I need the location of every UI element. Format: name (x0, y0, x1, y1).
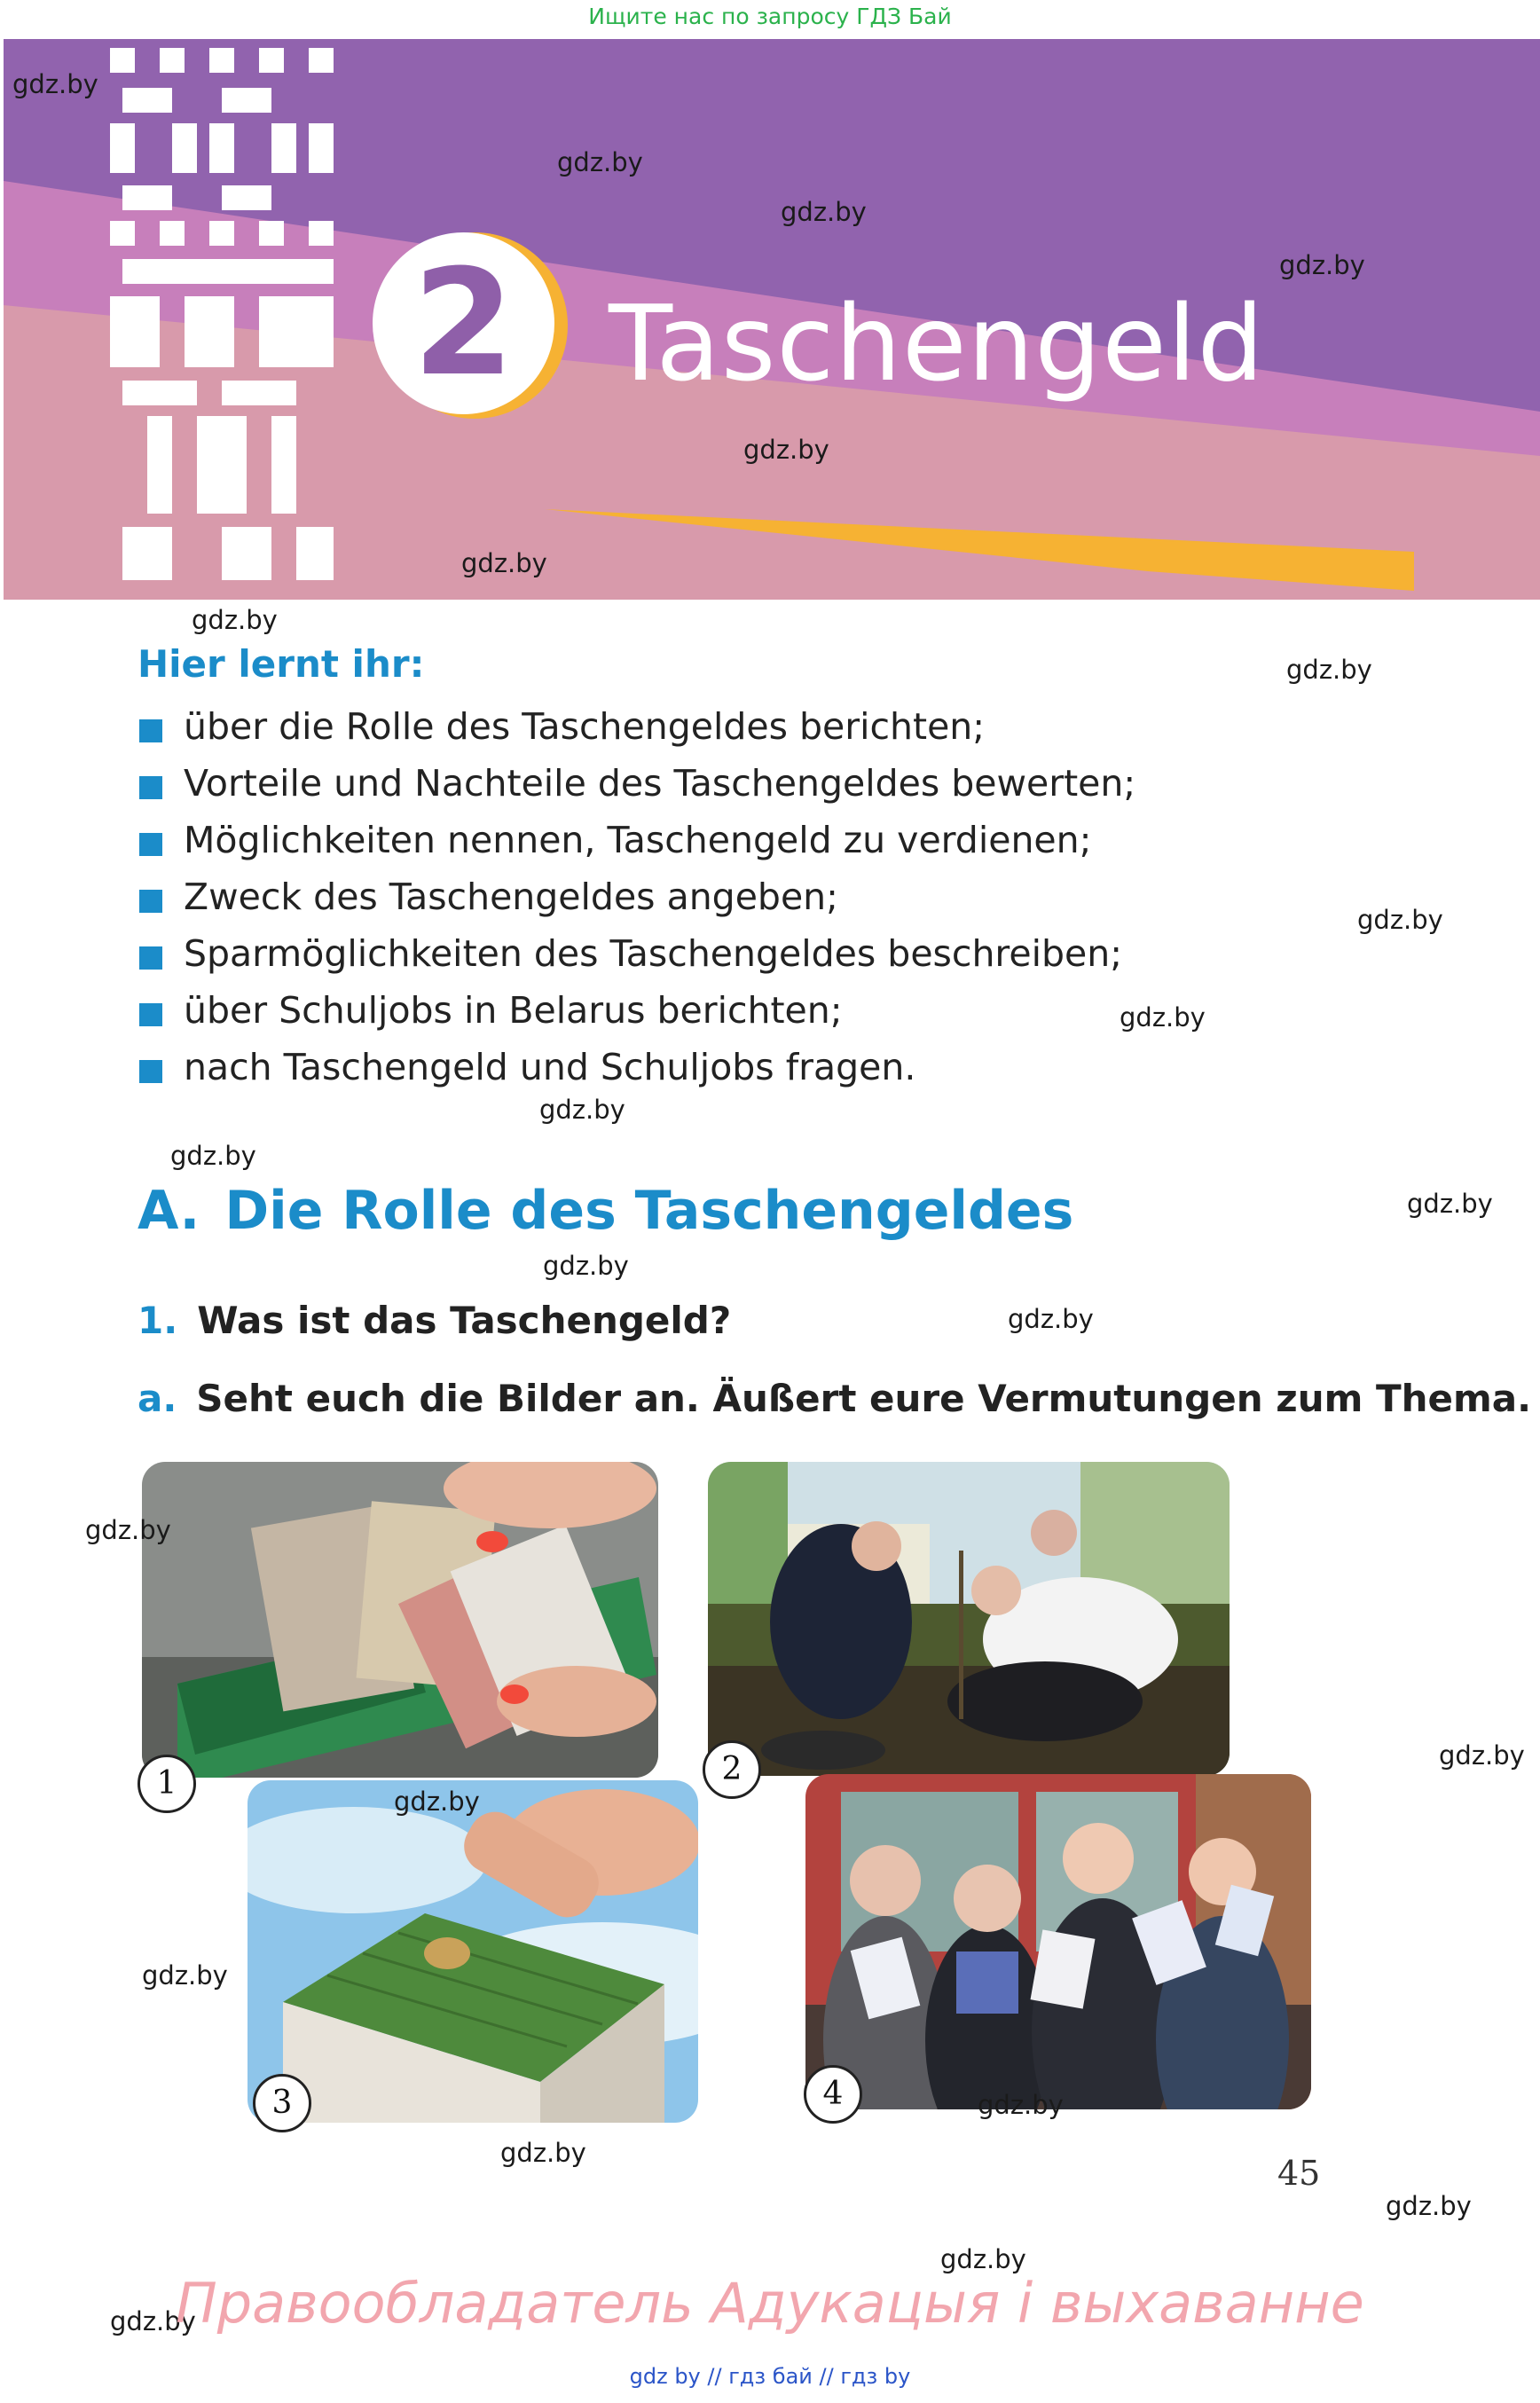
watermark: gdz.by (743, 435, 829, 465)
square-bullet-icon (139, 776, 162, 799)
watermark: gdz.by (557, 147, 643, 177)
task-question (138, 1299, 731, 1342)
watermark: gdz.by (1407, 1189, 1493, 1219)
watermark: gdz.by (978, 2090, 1064, 2120)
section-letter: A. (138, 1180, 200, 1242)
section-title: Die Rolle des Taschengeldes (224, 1180, 1074, 1242)
watermark: gdz.by (110, 2306, 196, 2336)
photo-leaflets (805, 1774, 1311, 2109)
section-heading (138, 1180, 1073, 1242)
footer-links[interactable]: gdz by // гдз бай // гдз by (629, 2364, 911, 2389)
watermark: gdz.by (142, 1960, 228, 1991)
watermark: gdz.by (1286, 655, 1372, 685)
task-letter: a. (138, 1377, 177, 1420)
square-bullet-icon (139, 719, 162, 742)
watermark: gdz.by (1357, 905, 1443, 935)
page-number: 45 (1277, 2154, 1321, 2193)
square-bullet-icon (139, 1003, 162, 1026)
watermark: gdz.by (461, 548, 547, 578)
goal-item (138, 876, 1135, 932)
photo-wallet (142, 1462, 658, 1778)
photo-planting (708, 1462, 1230, 1776)
watermark: gdz.by (500, 2138, 586, 2168)
goal-text: nach Taschengeld und Schuljobs fragen. (184, 1046, 916, 1088)
task-instruction-text: Seht euch die Bilder an. Äußert eure Vermutungen zum Thema. (196, 1377, 1532, 1420)
top-search-note: Ищите нас по запросу ГДЗ Бай (588, 4, 952, 29)
square-bullet-icon (139, 1060, 162, 1083)
square-bullet-icon (139, 890, 162, 913)
photo-number-badge: 3 (253, 2074, 311, 2132)
photo-number-badge: 1 (138, 1755, 196, 1813)
goal-text: Zweck des Taschengeldes angeben; (184, 876, 838, 918)
goal-item (138, 1046, 1135, 1103)
watermark: gdz.by (1439, 1740, 1525, 1771)
watermark: gdz.by (85, 1515, 171, 1545)
goal-text: Sparmöglichkeiten des Taschengeldes beschreiben; (184, 932, 1123, 975)
watermark: gdz.by (781, 197, 867, 227)
goal-item (138, 989, 1135, 1046)
square-bullet-icon (139, 833, 162, 856)
task-instruction (138, 1377, 1531, 1420)
watermark: gdz.by (1120, 1002, 1206, 1033)
chapter-title: Taschengeld (609, 282, 1265, 404)
watermark: gdz.by (543, 1251, 629, 1281)
photo-number-badge: 4 (804, 2065, 862, 2124)
goals-heading: Hier lernt ihr: (138, 642, 425, 686)
watermark: gdz.by (1279, 250, 1365, 280)
task-text: Was ist das Taschengeld? (197, 1299, 732, 1342)
goals-list (138, 705, 1135, 1103)
watermark: gdz.by (940, 2244, 1026, 2274)
watermark: gdz.by (12, 69, 98, 99)
watermark: gdz.by (1386, 2191, 1472, 2221)
chapter-number: 2 (373, 232, 554, 414)
task-number: 1. (138, 1299, 178, 1342)
goal-text: über Schuljobs in Belarus berichten; (184, 989, 843, 1032)
goal-item (138, 932, 1135, 989)
photo-piggy-house (248, 1780, 698, 2123)
watermark: gdz.by (192, 605, 278, 635)
photo-number-badge: 2 (703, 1740, 761, 1799)
watermark: gdz.by (1008, 1304, 1094, 1334)
goal-item (138, 819, 1135, 876)
goal-text: Möglichkeiten nennen, Taschengeld zu verdienen; (184, 819, 1092, 861)
square-bullet-icon (139, 946, 162, 970)
watermark: gdz.by (539, 1095, 625, 1125)
goal-text: Vorteile und Nachteile des Taschengeldes bewerten; (184, 762, 1136, 805)
watermark: gdz.by (394, 1787, 480, 1817)
goal-item (138, 705, 1135, 762)
goal-item (138, 762, 1135, 819)
goal-text: über die Rolle des Taschengeldes berichten; (184, 705, 986, 748)
watermark: gdz.by (170, 1141, 256, 1171)
copyright-notice: Правообладатель Адукацыя і выхаванне (176, 2271, 1364, 2336)
